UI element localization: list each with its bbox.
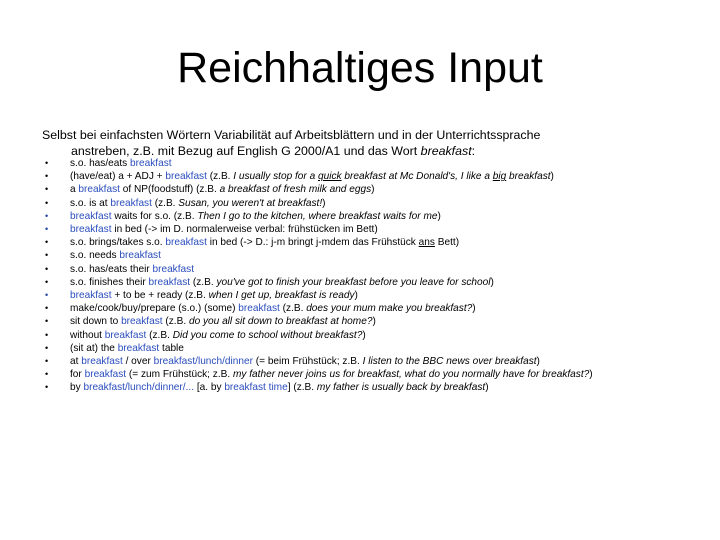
item-text: (= zum Frühstück; z.B. bbox=[126, 369, 233, 381]
item-text: in bed (-> im D. normalerweise verbal: frühstücken im Bett) bbox=[111, 224, 378, 236]
item-text: s.o. brings/takes s.o. bbox=[70, 237, 166, 249]
item-text: ) bbox=[485, 382, 489, 394]
example-text: Then I go to the kitchen, where breakfast waits for me bbox=[197, 210, 438, 222]
slide-title: Reichhaltiges Input bbox=[177, 44, 543, 92]
item-text: ] (z.B. bbox=[287, 382, 317, 394]
item-text: for bbox=[70, 369, 85, 381]
item-text: table bbox=[159, 342, 184, 354]
list-item bbox=[42, 315, 682, 328]
list-item bbox=[42, 355, 682, 368]
item-text: ) bbox=[490, 276, 494, 288]
keyword-highlight: breakfast bbox=[117, 342, 160, 354]
example-text: a breakfast of fresh milk and eggs bbox=[219, 184, 372, 196]
item-text: ) bbox=[362, 329, 366, 341]
keyword-highlight: breakfast bbox=[238, 303, 280, 315]
item-text: make/cook/buy/prepare (s.o.) (some) bbox=[70, 303, 239, 315]
item-text: (z.B. bbox=[151, 197, 179, 209]
item-text: ) bbox=[472, 303, 476, 315]
item-text: ) bbox=[550, 171, 554, 183]
item-text: sit down to bbox=[70, 316, 122, 328]
keyword-highlight: breakfast/lunch/dinner bbox=[153, 356, 253, 368]
example-text: Did you come to school without breakfast? bbox=[172, 329, 363, 341]
keyword-highlight: breakfast bbox=[81, 356, 123, 368]
intro-line-1: Selbst bei einfachsten Wörtern Variabilität auf Arbeitsblättern und in der Unterrichtssprache bbox=[42, 128, 541, 142]
list-item bbox=[42, 249, 682, 262]
keyword-highlight: breakfast time bbox=[224, 382, 288, 394]
keyword-highlight: breakfast bbox=[70, 224, 112, 236]
list-item bbox=[42, 197, 682, 210]
example-text: breakfast at Mc Donald's, I like a bbox=[341, 171, 493, 183]
keyword-highlight: breakfast bbox=[84, 369, 127, 381]
item-text: (sit at) the bbox=[70, 342, 118, 354]
keyword-highlight: breakfast bbox=[130, 158, 172, 169]
keyword-highlight: breakfast bbox=[165, 171, 207, 183]
item-text: / over bbox=[122, 356, 154, 368]
keyword-highlight: breakfast bbox=[70, 210, 112, 222]
example-text: I listen to the BBC news over breakfast bbox=[362, 356, 537, 368]
list-item bbox=[42, 183, 682, 196]
item-text: ) bbox=[322, 197, 326, 209]
example-text: do you all sit down to breakfast at home? bbox=[188, 316, 373, 328]
example-text: you've got to finish your breakfast before you leave for school bbox=[216, 276, 491, 288]
example-text: when I get up, breakfast is ready bbox=[208, 290, 355, 302]
list-item bbox=[42, 381, 682, 394]
item-text: ) bbox=[589, 369, 593, 381]
intro-text bbox=[42, 127, 682, 159]
list-item bbox=[42, 223, 682, 236]
item-text: s.o. finishes their bbox=[70, 276, 149, 288]
keyword-highlight: breakfast bbox=[70, 290, 112, 302]
keyword-highlight: breakfast bbox=[78, 184, 120, 196]
item-text: (have/eat) a + ADJ + bbox=[70, 171, 166, 183]
example-text: my father never joins us for breakfast, what do you normally have for breakfast? bbox=[232, 369, 590, 381]
list-item bbox=[42, 236, 682, 249]
item-text: of NP(foodstuff) (z.B. bbox=[119, 184, 220, 196]
list-item bbox=[42, 170, 682, 183]
list-item bbox=[42, 368, 682, 381]
item-text: (z.B. bbox=[190, 276, 217, 288]
list-item bbox=[42, 289, 682, 302]
item-text: ) bbox=[437, 210, 441, 222]
keyword-highlight: breakfast bbox=[148, 276, 191, 288]
intro-line-2-text: anstreben, z.B. mit Bezug auf English G 2000/A1 und das Wort bbox=[71, 144, 421, 158]
item-text: s.o. needs bbox=[70, 250, 120, 262]
keyword-highlight: breakfast bbox=[152, 263, 195, 275]
example-text: I usually stop for a bbox=[233, 171, 318, 183]
item-text: ) bbox=[354, 290, 358, 302]
item-text: ) bbox=[371, 184, 375, 196]
item-text: a bbox=[70, 184, 79, 196]
keyword-highlight: breakfast/lunch/dinner/... bbox=[83, 382, 195, 394]
item-text: (z.B. bbox=[206, 171, 234, 183]
keyword-highlight: breakfast bbox=[104, 329, 147, 341]
example-text: quick bbox=[318, 171, 342, 183]
item-text: s.o. has/eats bbox=[70, 158, 131, 169]
item-text: [a. by bbox=[194, 382, 225, 394]
list-item bbox=[42, 276, 682, 289]
collocation-list bbox=[42, 157, 682, 395]
item-text: ) bbox=[536, 356, 540, 368]
item-text: (z.B. bbox=[279, 303, 307, 315]
intro-line-2-end: : bbox=[471, 144, 476, 158]
item-text: (z.B. bbox=[146, 329, 173, 341]
item-text: waits for s.o. (z.B. bbox=[111, 210, 198, 222]
list-item bbox=[42, 302, 682, 315]
item-text: in bed (-> D.: j-m bringt j-mdem das Frühstück bbox=[206, 237, 419, 249]
list-item bbox=[42, 329, 682, 342]
item-text: + to be + ready (z.B. bbox=[111, 290, 209, 302]
item-text: by bbox=[70, 382, 84, 394]
item-text: ans bbox=[418, 237, 435, 249]
intro-keyword: breakfast bbox=[420, 144, 472, 158]
example-text: breakfast bbox=[506, 171, 551, 183]
item-text: at bbox=[70, 356, 82, 368]
item-text: Bett) bbox=[434, 237, 460, 249]
list-item bbox=[42, 263, 682, 276]
example-text: Susan, you weren't at breakfast! bbox=[178, 197, 323, 209]
item-text: s.o. is at bbox=[70, 197, 111, 209]
keyword-highlight: breakfast bbox=[110, 197, 152, 209]
list-item bbox=[42, 210, 682, 223]
list-item bbox=[42, 157, 682, 170]
keyword-highlight: breakfast bbox=[119, 250, 161, 262]
example-text: does your mum make you breakfast? bbox=[306, 303, 473, 315]
example-text: big bbox=[492, 171, 507, 183]
item-text: ) bbox=[372, 316, 376, 328]
list-item bbox=[42, 342, 682, 355]
item-text: (= beim Frühstück; z.B. bbox=[252, 356, 363, 368]
keyword-highlight: breakfast bbox=[165, 237, 207, 249]
item-text: without bbox=[70, 329, 105, 341]
keyword-highlight: breakfast bbox=[121, 316, 163, 328]
item-text: s.o. has/eats their bbox=[70, 263, 153, 275]
item-text: (z.B. bbox=[162, 316, 189, 328]
example-text: my father is usually back by breakfast bbox=[316, 382, 486, 394]
